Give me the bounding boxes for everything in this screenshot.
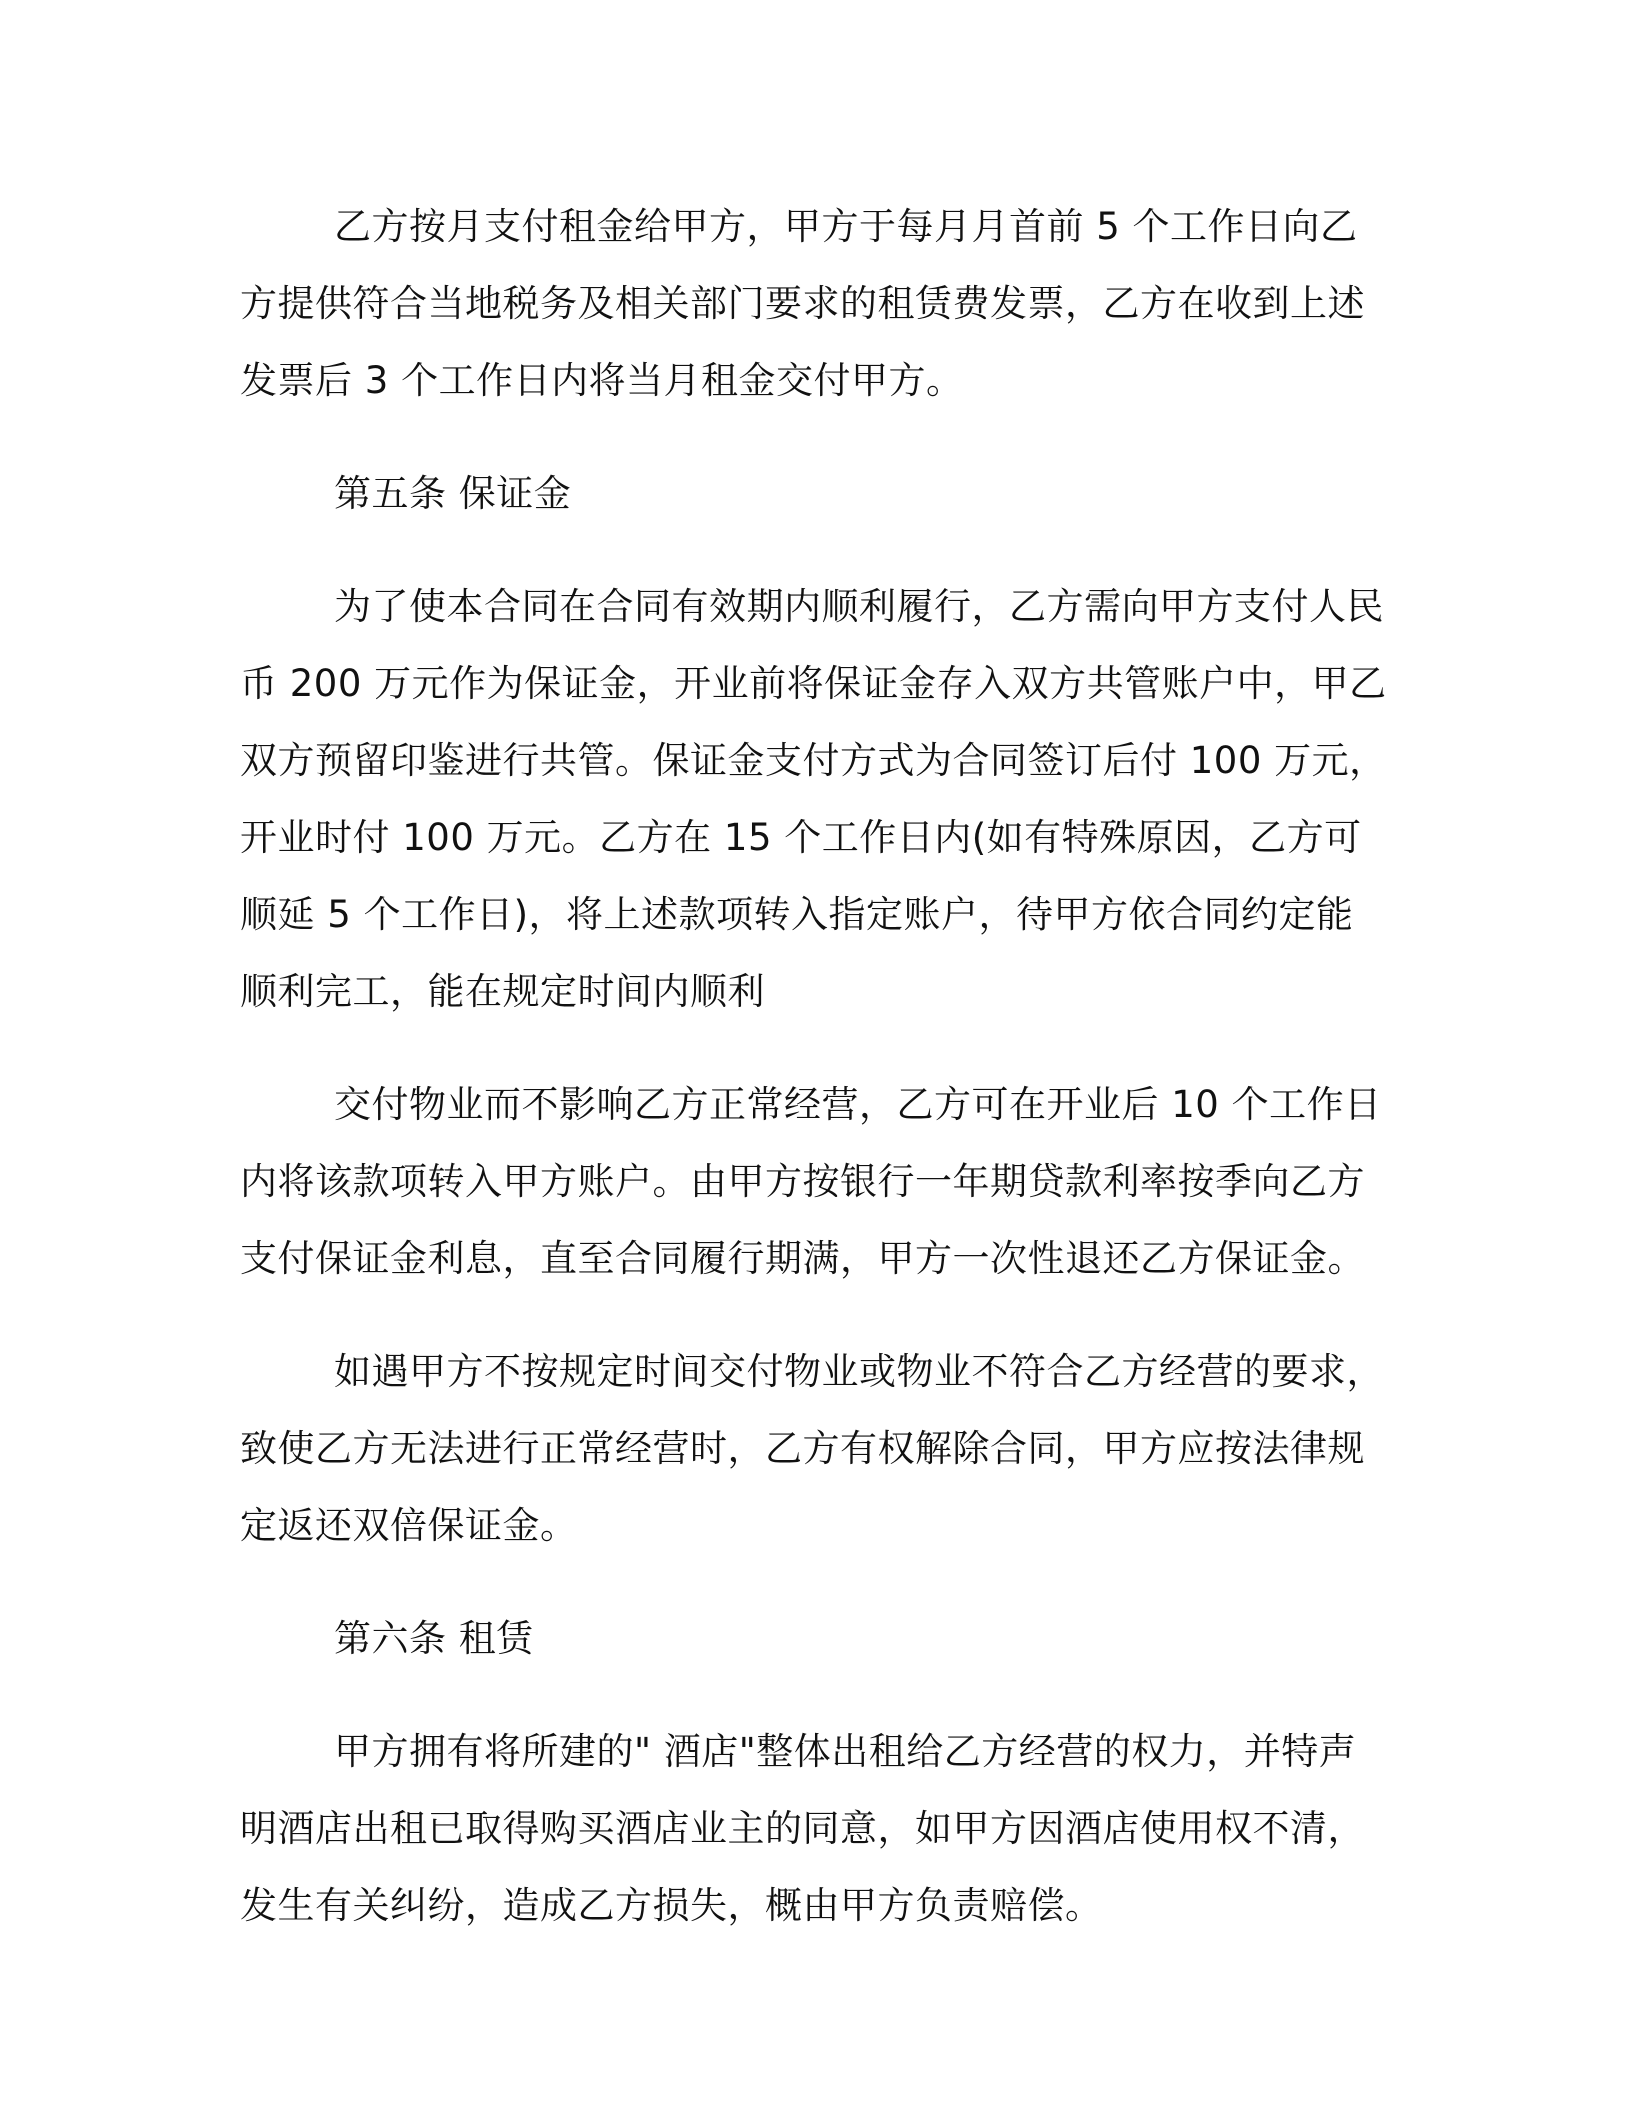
paragraph-deposit-transfer: 交付物业而不影响乙方正常经营，乙方可在开业后 10 个工作日内将该款项转入甲方账户。由甲方按银行一年期贷款利率按季向乙方支付保证金利息，直至合同履行期满，甲方一次性退还乙方保证金。 — [240, 1083, 1382, 1280]
paragraph-deposit-terms: 为了使本合同在合同有效期内顺利履行，乙方需向甲方支付人民币 200 万元作为保证金，开业前将保证金存入双方共管账户中，甲乙双方预留印鉴进行共管。保证金支付方式为合同签订后付 100 万元，开业时付 100 万元。乙方在 15 个工作日内(如有特殊原因，乙方可顺延 5 个工作日)，将上述款项转入指定账户，待甲方依合同约定能顺利完工，能在规定时间内顺利 — [240, 585, 1387, 1013]
paragraph-deposit-default: 如遇甲方不按规定时间交付物业或物业不符合乙方经营的要求，致使乙方无法进行正常经营时，乙方有权解除合同，甲方应按法律规定返还双倍保证金。 — [240, 1350, 1384, 1547]
article-5-heading: 第五条 保证金 — [334, 472, 572, 515]
document-body — [240, 188, 1390, 1980]
paragraph-rent-payment: 乙方按月支付租金给甲方，甲方于每月月首前 5 个工作日向乙方提供符合当地税务及相关部门要求的租赁费发票，乙方在收到上述发票后 3 个工作日内将当月租金交付甲方。 — [240, 205, 1365, 402]
paragraph-lease-rights: 甲方拥有将所建的" 酒店"整体出租给乙方经营的权力，并特声明酒店出租已取得购买酒店业主的同意，如甲方因酒店使用权不清，发生有关纠纷，造成乙方损失，概由甲方负责赔偿。 — [240, 1730, 1365, 1927]
article-6-heading: 第六条 租赁 — [334, 1617, 534, 1660]
